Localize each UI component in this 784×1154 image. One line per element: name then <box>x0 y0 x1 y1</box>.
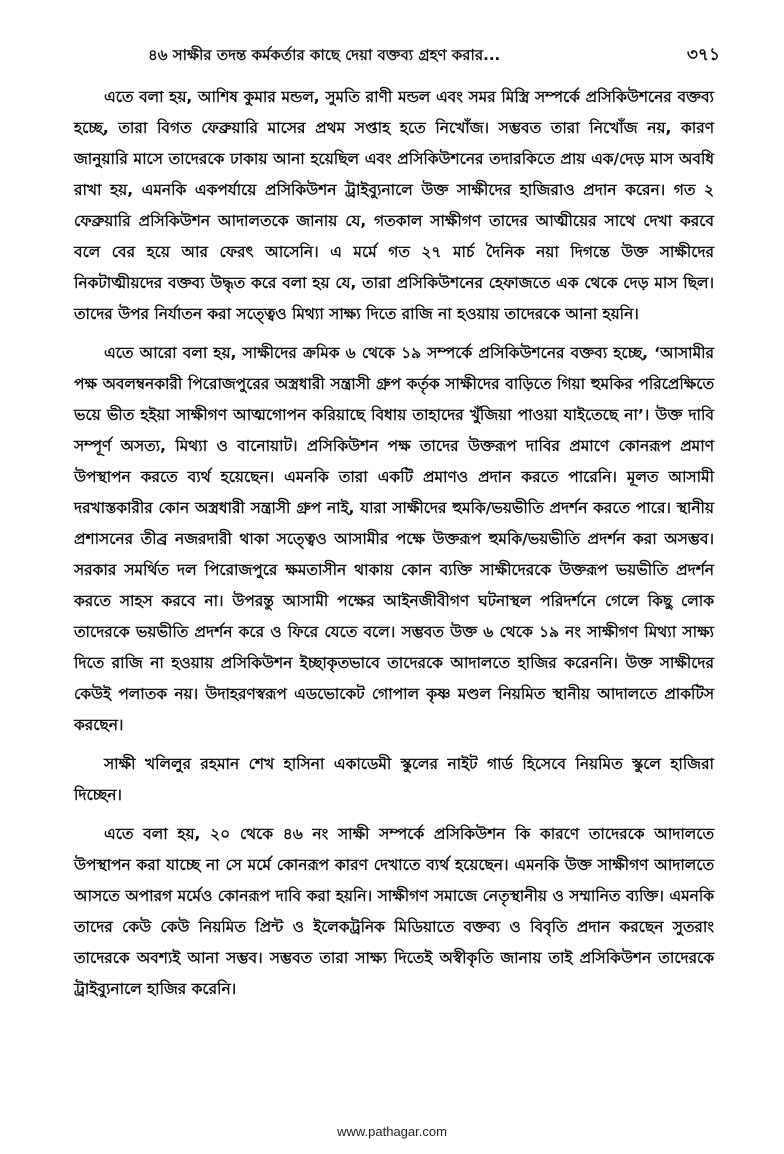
paragraph-3: সাক্ষী খলিলুর রহমান শেখ হাসিনা একাডেমী স্কুলের নাইট গার্ড হিসেবে নিয়মিত স্কুলে হাজিরা দিচ্ছেন। <box>74 755 714 804</box>
header-title: ৪৬ সাক্ষীর তদন্ত কর্মকর্তার কাছে দেয়া বক্তব্য গ্রহণ করার... <box>148 46 501 64</box>
page-number: ৩৭১ <box>686 45 720 65</box>
paragraph-1: এতে বলা হয়, আশিষ কুমার মন্ডল, সুমতি রাণী মন্ডল এবং সমর মিস্ত্রি সম্পর্কে প্রসিকিউশনের বক্তব্য হচ্ছে, তারা বিগত ফেব্রুয়ারি মাসের প্রথম সপ্তাহ হতে নিখোঁজ। সম্ভবত তারা নিখোঁজ নয়, কারণ জানুয়ারি মাসে তাদেরকে ঢাকায় আনা হয়েছিল এবং প্রসিকিউশনের তদারকিতে প্রায় এক/দেড় মাস অবধি রাখা হয়, এমনকি একপর্যায়ে প্রসিকিউশন ট্রাইব্যুনালে উক্ত সাক্ষীদের হাজিরাও প্রদান করেন। গত ২ ফেব্রুয়ারি প্রসিকিউশন আদালতকে জানায় যে, গতকাল সাক্ষীগণ তাদের আত্মীয়ের সাথে দেখা করবে বলে বের হয়ে আর ফেরৎ আসেনি। এ মর্মে গত ২৭ মার্চ দৈনিক নয়া দিগন্তে উক্ত সাক্ষীদের নিকটাত্মীয়দের বক্তব্য উদ্ধৃত করে বলা হয় যে, তারা প্রসিকিউশনের হেফাজতে এক থেকে দেড় মাস ছিল। তাদের উপর নির্যাতন করা সত্ত্বেও মিথ্যা সাক্ষ্য দিতে রাজি না হওয়ায় তাদেরকে আনা হয়নি। <box>74 88 714 323</box>
paragraph-2: এতে আরো বলা হয়, সাক্ষীদের ক্রমিক ৬ থেকে ১৯ সম্পর্কে প্রসিকিউশনের বক্তব্য হচ্ছে, ‘আসামীর পক্ষ অবলম্বনকারী পিরোজপুরের অস্ত্রধারী সন্ত্রাসী গ্রুপ কর্তৃক সাক্ষীদের বাড়িতে গিয়া হুমকির পরিপ্রেক্ষিতে ভয়ে ভীত হইয়া সাক্ষীগণ আত্মগোপন করিয়াছে বিধায় তাহাদের খুঁজিয়া পাওয়া যাইতেছে না’। উক্ত দাবি সম্পূর্ণ অসত্য, মিথ্যা ও বানোয়াট। প্রসিকিউশন পক্ষ তাদের উক্তরূপ দাবির প্রমাণে কোনরূপ প্রমাণ উপস্থাপন করতে ব্যর্থ হয়েছেন। এমনকি তারা একটি প্রমাণও প্রদান করতে পারেনি। মূলত আসামী দরখাস্তকারীর কোন অস্ত্রধারী সন্ত্রাসী গ্রুপ নাই, যারা সাক্ষীদের হুমকি/ভয়ভীতি প্রদর্শন করতে পারে। স্থানীয় প্রশাসনের তীব্র নজরদারী থাকা সত্ত্বেও আসামীর পক্ষে উক্তরূপ হুমকি/ভয়ভীতি প্রদর্শন করা অসম্ভব। সরকার সমর্থিত দল পিরোজপুরে ক্ষমতাসীন থাকায় কোন ব্যক্তি সাক্ষীদেরকে উক্তরূপ ভয়ভীতি প্রদর্শন করতে সাহস করবে না। উপরন্তু আসামী পক্ষের আইনজীবীগণ ঘটনাস্থল পরিদর্শনে গেলে কিছু লোক তাদেরকে ভয়ভীতি প্রদর্শন করে ও ফিরে যেতে বলে। সম্ভবত উক্ত ৬ থেকে ১৯ নং সাক্ষীগণ মিথ্যা সাক্ষ্য দিতে রাজি না হওয়ায় প্রসিকিউশন ইচ্ছাকৃতভাবে তাদেরকে আদালতে হাজির করেননি। উক্ত সাক্ষীদের কেউই পলাতক নয়। উদাহরণস্বরূপ এডভোকেট গোপাল কৃষ্ণ মণ্ডল নিয়মিত স্থানীয় আদালতে প্রাকটিস করছেন। <box>74 344 714 734</box>
footer-url: www.pathagar.com <box>337 1124 447 1139</box>
paragraph-4: এতে বলা হয়, ২০ থেকে ৪৬ নং সাক্ষী সম্পর্কে প্রসিকিউশন কি কারণে তাদেরকে আদালতে উপস্থাপন করা যাচ্ছে না সে মর্মে কোনরূপ কারণ দেখাতে ব্যর্থ হয়েছেন। এমনকি উক্ত সাক্ষীগণ আদালতে আসতে অপারগ মর্মেও কোনরূপ দাবি করা হয়নি। সাক্ষীগণ সমাজে নেতৃস্থানীয় ও সম্মানিত ব্যক্তি। এমনকি তাদের কেউ কেউ নিয়মিত প্রিন্ট ও ইলেকট্রনিক মিডিয়াতে বক্তব্য ও বিবৃতি প্রদান করছেন সুতরাং তাদেরকে অবশ্যই আনা সম্ভব। সম্ভবত তারা সাক্ষ্য দিতেই অস্বীকৃতি জানায় তাই প্রসিকিউশন তাদেরকে ট্রাইব্যুনালে হাজির করেনি। <box>74 825 714 998</box>
body-text <box>74 82 714 1013</box>
running-header <box>120 40 720 72</box>
